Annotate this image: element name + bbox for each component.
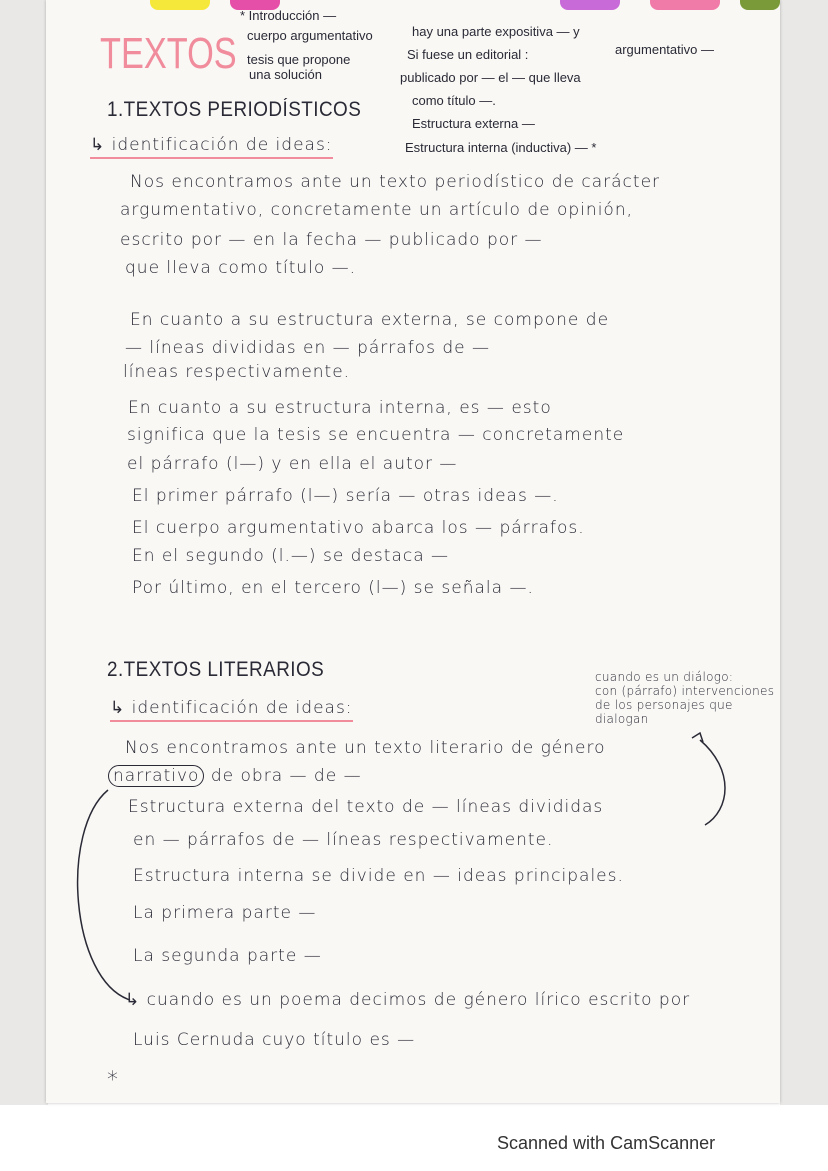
- text-line: escrito por — en la fecha — publicado por —: [120, 230, 543, 250]
- page-title: TEXTOS: [100, 29, 237, 78]
- note-cuerpo: cuerpo argumentativo: [247, 28, 373, 43]
- text-line: Estructura externa del texto de — líneas divididas: [128, 797, 604, 817]
- section-subheading: ↳ identificación de ideas:: [110, 698, 353, 722]
- note-editorial: Si fuese un editorial :: [407, 47, 529, 62]
- note-tesis: tesis que propone: [247, 52, 351, 67]
- text-line: que lleva como título —.: [125, 258, 357, 278]
- note-argumentativo: argumentativo —: [615, 42, 714, 57]
- text-line: En cuanto a su estructura interna, es — esto: [128, 398, 552, 418]
- text-line: argumentativo, concretamente un artículo de opinión,: [120, 200, 634, 220]
- bracket-curve: [78, 790, 130, 1000]
- text-line: En cuanto a su estructura externa, se compone de: [130, 310, 610, 330]
- note-tesis: una solución: [249, 67, 322, 82]
- text-line: Luis Cernuda cuyo título es —: [133, 1030, 416, 1050]
- side-note: con (párrafo) intervenciones: [595, 684, 775, 698]
- text-line: de obra — de —: [210, 766, 362, 786]
- note-titulo: como título —.: [412, 93, 496, 108]
- note-intro: * Introducción —: [240, 8, 337, 23]
- note-publicado: publicado por — el — que lleva: [400, 70, 581, 85]
- side-note: de los personajes que: [595, 698, 733, 712]
- section-subheading: ↳ identificación de ideas:: [90, 135, 333, 159]
- text-line: El cuerpo argumentativo abarca los — párrafos.: [132, 518, 585, 538]
- note-estructura-interna: Estructura interna (inductiva) — *: [405, 140, 597, 155]
- text-line: El primer párrafo (l—) sería — otras ideas —.: [132, 486, 559, 506]
- text-line: Nos encontramos ante un texto periodístico de carácter: [130, 172, 661, 192]
- asterisk-mark: *: [107, 1068, 119, 1093]
- side-note: dialogan: [595, 712, 649, 726]
- text-line: — líneas divididas en — párrafos de —: [125, 338, 490, 358]
- text-line: La primera parte —: [133, 903, 317, 923]
- text-line: Nos encontramos ante un texto literario de género: [125, 738, 606, 758]
- note-arrow: [700, 740, 725, 825]
- text-line: el párrafo (l—) y en ella el autor —: [127, 454, 458, 474]
- circled-word: narrativo: [108, 765, 204, 787]
- text-line: Por último, en el tercero (l—) se señala —.: [132, 578, 534, 598]
- text-line: líneas respectivamente.: [123, 362, 351, 382]
- section-heading: 1.TEXTOS PERIODÍSTICOS: [107, 98, 362, 121]
- note-estructura-externa: Estructura externa —: [412, 116, 535, 131]
- text-line: La segunda parte —: [133, 946, 322, 966]
- note-expositiva: hay una parte expositiva — y: [412, 24, 580, 39]
- text-line: significa que la tesis se encuentra — concretamente: [127, 425, 625, 445]
- text-line: ↳ cuando es un poema decimos de género lírico escrito por: [125, 990, 691, 1010]
- text-line: en — párrafos de — líneas respectivamente.: [133, 830, 554, 850]
- side-note: cuando es un diálogo:: [595, 670, 734, 684]
- text-line: Estructura interna se divide en — ideas principales.: [133, 866, 624, 886]
- scanner-watermark: Scanned with CamScanner: [497, 1133, 716, 1153]
- text-line: En el segundo (l.—) se destaca —: [132, 546, 450, 566]
- section-heading: 2.TEXTOS LITERARIOS: [107, 658, 325, 681]
